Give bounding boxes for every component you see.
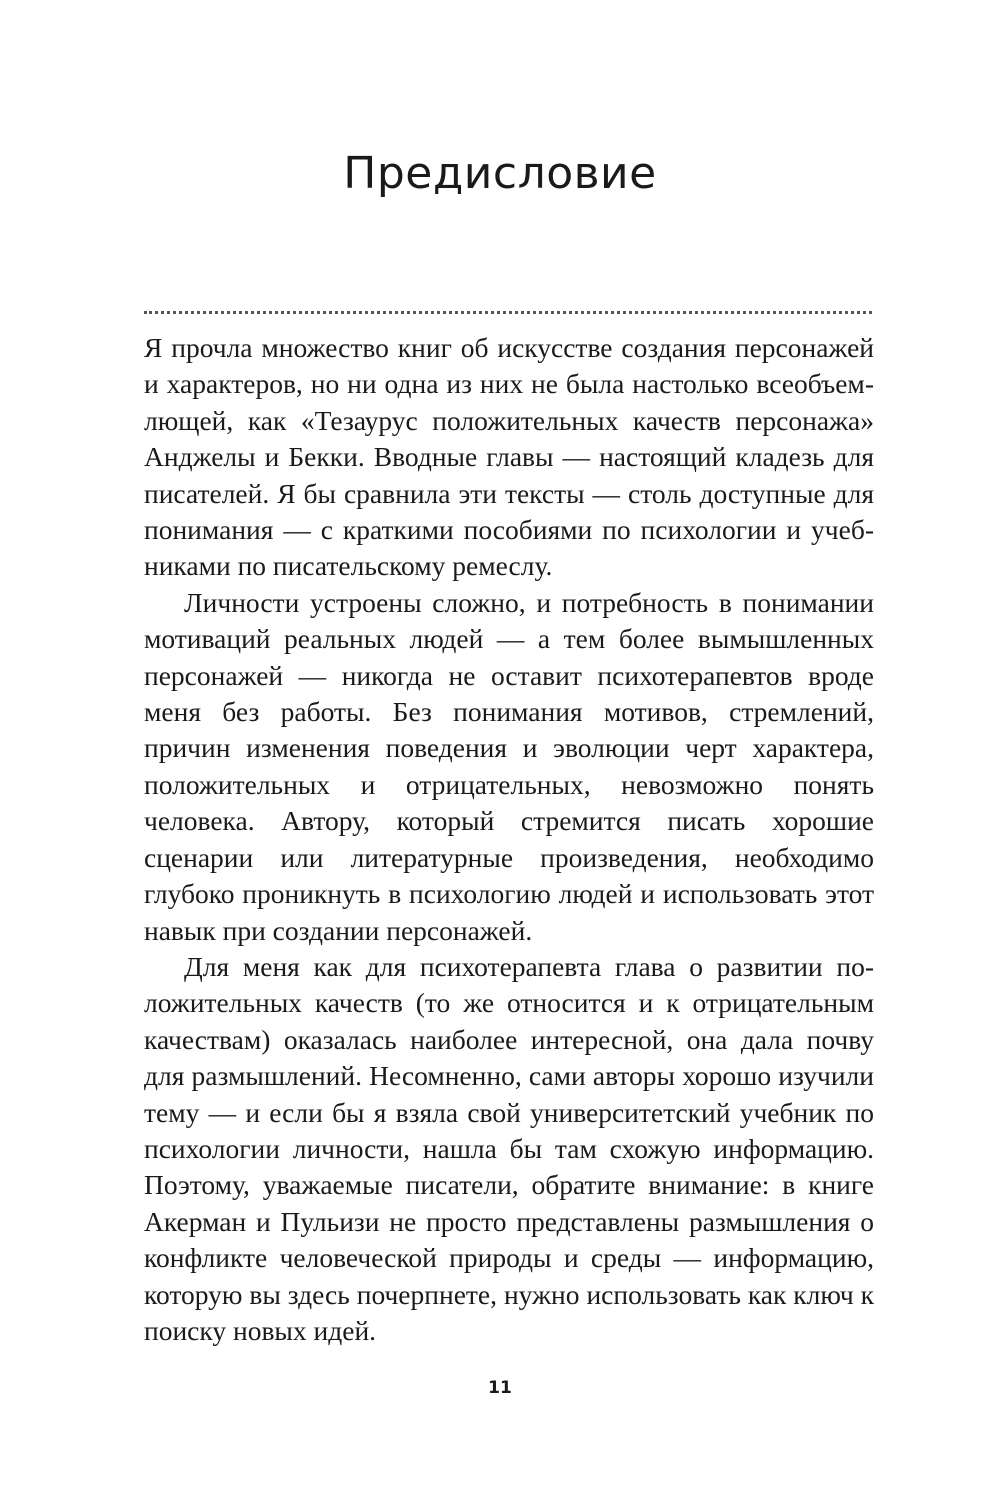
- paragraph-3: Для меня как для психотерапевта глава о развитии положительных качеств (то же относится и к отрицательным качествам) оказалась наиболее интересной, она дала почву для размышлений. Несомненно, сами авторы хорошо изучили тему — и если бы я взяла свой университетский учебник по психологии личности, нашла бы там схожую информацию. Поэтому, уважаемые писатели, обратите внимание: в книге Акерман и Пульизи не просто представлены размышления о конфликте человеческой природы и среды — информацию, которую вы здесь почерпнете, нужно использовать как ключ к поиску новых идей.: [144, 950, 874, 1346]
- page-number: 11: [488, 1378, 512, 1398]
- paragraph-1: Я прочла множество книг об искусстве создания персонажей и характеров, но ни одна из них не была настолько всеобъемлющей, как «Тезаурус положительных качеств персонажа» Анджелы и Бекки. Вводные главы — настоящий кладезь для писателей. Я бы сравнила эти тексты — столь доступные для понимания — с краткими пособиями по психологии и учебниками по писательскому ремеслу.: [144, 332, 874, 582]
- paragraph-2: Личности устроены сложно, и потребность в понимании мотиваций реальных людей — а тем более вымышленных персонажей — никогда не оставит психотерапевтов вроде меня без работы. Без понимания мотивов, стремлений, причин изменения поведения и эволюции черт характера, положительных и отрицательных, невозможно понять человека. Автору, который стремится писать хорошие сценарии или литературные произведения, необходимо глубоко проникнуть в психологию людей и использовать этот навык при создании персонажей.: [144, 586, 874, 946]
- dotted-divider: [144, 311, 872, 314]
- body-text: [144, 330, 874, 1349]
- page-title: Предисловие: [343, 148, 657, 199]
